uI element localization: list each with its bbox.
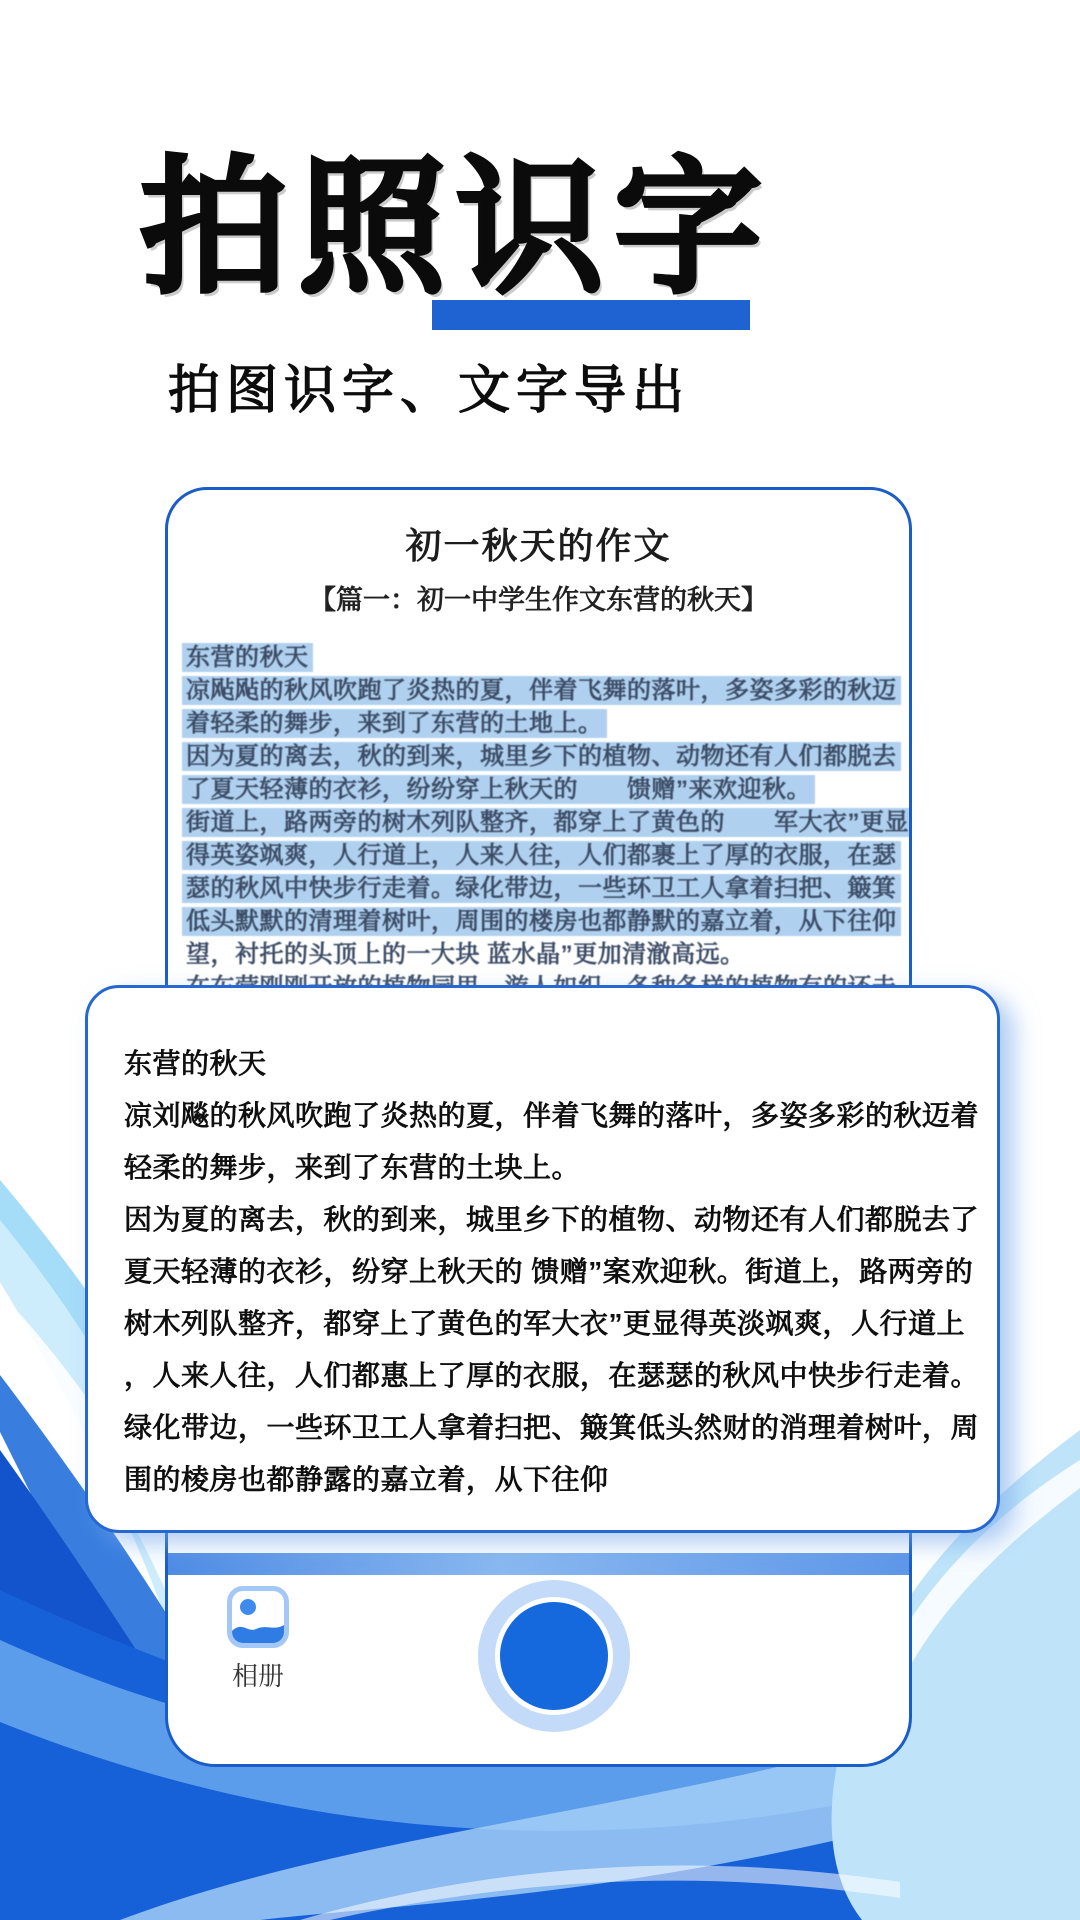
shutter-button[interactable] <box>478 1580 630 1732</box>
ocr-result-line: 绿化带边，一些环卫工人拿着扫把、簸箕低头然财的消理着树叶，周 <box>124 1412 980 1443</box>
ocr-result-line: 夏天轻薄的衣衫，纷穿上秋天的 馈赠”案欢迎秋。街道上，路两旁的 <box>124 1256 974 1287</box>
page-title: 拍照识字 <box>140 146 772 311</box>
photo-line-text: 低头默默的清理着树叶，周围的楼房也都静默的嘉立着，从下往仰 <box>182 907 901 936</box>
photo-line-text: 着轻柔的舞步，来到了东营的土地上。 <box>182 709 607 738</box>
photo-line-text: 因为夏的离去，秋的到来，城里乡下的植物、动物还有人们都脱去 <box>182 742 901 771</box>
photo-line-text: 凉飐飐的秋风吹跑了炎热的夏，伴着飞舞的落叶，多姿多彩的秋迈 <box>182 676 901 705</box>
ocr-result-line: 围的棱房也都静露的嘉立着，从下往仰 <box>124 1464 609 1495</box>
photo-line-text: 得英姿飒爽，人行道上，人来人往，人们都裹上了厚的衣服，在瑟 <box>182 841 901 870</box>
album-icon-mountains <box>232 1617 284 1643</box>
camera-divider-bar <box>168 1553 909 1575</box>
album-button[interactable] <box>218 1586 298 1693</box>
album-icon <box>227 1586 289 1648</box>
photo-line-text: 了夏天轻薄的衣衫，纷纷穿上秋天的 馈赠”来欢迎秋。 <box>182 775 815 804</box>
photo-line-text: 望，衬托的头顶上的一大块 蓝水晶”更加清澈高远。 <box>186 941 745 968</box>
ocr-result-line: 东营的秋天 <box>124 1048 267 1079</box>
ocr-result-line: 树木列队整齐，都穿上了黄色的军大衣”更显得英淡飒爽，人行道上 <box>124 1308 966 1339</box>
photo-line <box>182 875 895 902</box>
document-section-header: 【篇一：初一中学生作文东营的秋天】 <box>309 585 768 615</box>
photo-line <box>182 809 909 836</box>
ocr-result-card <box>85 985 1000 1533</box>
photo-line-text: 瑟的秋风中快步行走着。绿化带边，一些环卫工人拿着扫把、簸箕 <box>182 874 901 903</box>
photo-line <box>182 842 895 869</box>
document-title: 初一秋天的作文 <box>405 525 672 566</box>
photo-line <box>182 743 895 770</box>
photo-line <box>182 644 895 671</box>
album-label: 相册 <box>231 1661 284 1691</box>
photo-line <box>182 941 895 968</box>
photo-line <box>182 908 895 935</box>
header <box>140 148 772 311</box>
photo-line-text: 街道上，路两旁的树木列队整齐，都穿上了黄色的 军大衣”更显 <box>182 808 912 837</box>
ocr-result-line: 因为夏的离去，秋的到来，城里乡下的植物、动物还有人们都脱去了 <box>124 1204 980 1235</box>
ocr-result-line: 凉刘飚的秋风吹跑了炎热的夏，伴着飞舞的落叶，多姿多彩的秋迈着 <box>124 1100 980 1131</box>
photo-line-text: 东营的秋天 <box>182 643 313 672</box>
page-subtitle: 拍图识字、文字导出 <box>168 362 691 420</box>
ocr-result-line: 轻柔的舞步，来到了东营的土块上。 <box>124 1152 581 1183</box>
photo-line <box>182 677 895 704</box>
ocr-result-line: ，人来人往，人们都惠上了厚的衣服，在瑟瑟的秋风中快步行走着。 <box>124 1360 980 1391</box>
photo-line <box>182 710 895 737</box>
photo-text-block <box>168 644 909 1001</box>
photo-line <box>182 776 895 803</box>
album-icon-sun <box>240 1599 256 1615</box>
shutter-button-inner <box>495 1597 613 1715</box>
